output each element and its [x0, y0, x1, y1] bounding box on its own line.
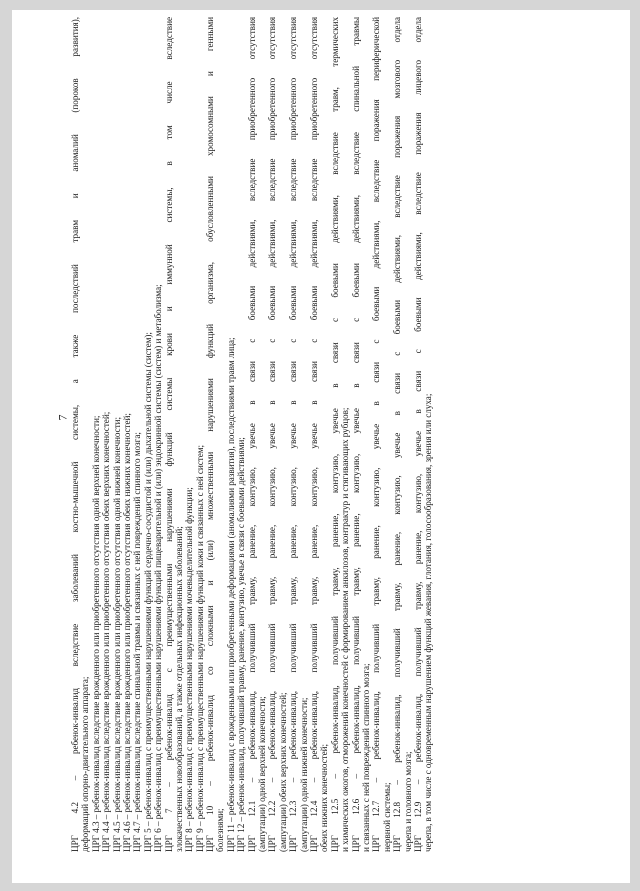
- page-number: 7: [55, 414, 70, 421]
- text-line: ЦРГ 9 – ребенок-инвалид с преимущественными нарушениями функций кожи и связанных с ней систем;: [194, 444, 205, 852]
- text-line: и связанных с ней повреждений спинного мозга;: [360, 663, 371, 852]
- document-page: [12, 10, 630, 883]
- document-body: [70, 17, 625, 852]
- text-line: ЦРГ 12.9 – ребенок-инвалид, получивший травму, ранение, контузию, увечье в связи с боевыми действиями, вследствие поражения лицевого отдела: [412, 17, 423, 852]
- text-line: деформаций опорно-двигательного аппарата;: [80, 676, 91, 852]
- text-line: ЦРГ 10 – ребенок-инвалид со сложными и (или) множественными нарушениями функций организма, обусловленными хромосомными и генными: [205, 17, 216, 852]
- text-line: ЦРГ 12 – ребенок-инвалид, получивший травму, ранение, контузию, увечье в связи с боевыми действиями;: [236, 437, 247, 852]
- text-line: ЦРГ 8 – ребенок-инвалид с преимущественными нарушениями мочевыделительной функции;: [184, 487, 195, 852]
- text-line: ЦРГ 12.2 – ребенок-инвалид, получивший травму, ранение, контузию, увечье в связи с боевыми действиями, вследствие приобретенного отсутствия: [267, 17, 278, 852]
- text-line: (ампутации) обеих верхних конечностей;: [277, 692, 288, 852]
- text-line: ЦРГ 4.2 – ребенок-инвалид вследствие заболеваний костно-мышечной системы, а также последствий травм и аномалий (пороков развития),: [70, 17, 80, 852]
- text-line: ЦРГ 11 – ребенок-инвалид с врожденными или приобретенными деформациями (аномалиями развития), последствиями травм лица;: [225, 337, 236, 852]
- text-line: ЦРГ 12.6 – ребенок-инвалид, получивший травму, ранение, контузию, увечье в связи с боевыми действиями, вследствие спинальной травмы: [350, 17, 361, 852]
- text-line: и химических ожогов, отморожений конечностей с формированием анкилозов, контрактур и стягивающих рубцов;: [340, 407, 351, 852]
- text-line: ЦРГ 4.7 – ребенок-инвалид вследствие спинальной травмы и связанных с ней повреждений спинного мозга;: [132, 432, 143, 852]
- text-line: черепа, в том числе с одновременным нарушением функций жевания, глотания, голосообразования, зрения или слуха;: [423, 393, 434, 852]
- text-line: ЦРГ 4.5 – ребенок-инвалид вследствие врожденного или приобретенного отсутствия одной нижней конечности;: [111, 416, 122, 852]
- text-line: злокачественных новообразований, а также отдельных инфекционных заболеваний;: [173, 526, 184, 852]
- text-line: ЦРГ 4.3 – ребенок-инвалид вследствие врожденного или приобретенного отсутствия одной верхней конечности;: [90, 415, 101, 852]
- text-line: ЦРГ 12.1 – ребенок-инвалид, получивший травму, ранение, контузию, увечье в связи с боевыми действиями, вследствие приобретенного отсутствия: [246, 17, 257, 852]
- text-line: ЦРГ 12.8 – ребенок-инвалид, получивший травму, ранение, контузию, увечье в связи с боевыми действиями, вследствие поражения мозгового отдела: [392, 17, 403, 852]
- text-line: болезнями;: [215, 808, 226, 852]
- text-line: (ампутации) одной верхней конечности;: [257, 696, 268, 852]
- text-line: ЦРГ 4.6 – ребенок-инвалид вследствие врожденного или приобретенного отсутствия обеих нижних конечностей;: [121, 413, 132, 852]
- text-line: ЦРГ 12.7 – ребенок-инвалид, получивший травму, ранение, контузию, увечье в связи с боевыми действиями, вследствие поражения периферической: [371, 17, 382, 852]
- text-line: нервной системы;: [381, 782, 392, 852]
- text-line: (ампутации) одной нижней конечности;: [298, 697, 309, 852]
- text-line: ЦРГ 12.5 – ребенок-инвалид, получивший травму, ранение, контузию, увечье в связи с боевыми действиями, вследствие травм, термических: [329, 17, 340, 852]
- text-line: ЦРГ 5 – ребенок-инвалид с преимущественными нарушениями функций сердечно-сосудистой и (или) дыхательной системы (систем);: [142, 332, 153, 852]
- text-line: обеих нижних конечностей;: [319, 743, 330, 852]
- text-line: ЦРГ 12.4 – ребенок-инвалид, получивший травму, ранение, контузию, увечье в связи с боевыми действиями, вследствие приобретенного отсутствия: [308, 17, 319, 852]
- text-line: черепа и головного мозга;: [402, 751, 413, 852]
- text-line: ЦРГ 6 – ребенок-инвалид с преимущественными нарушениями функций пищеварительной и (или) эндокринной системы (систем) и метаболизма;: [153, 284, 164, 852]
- text-line: ЦРГ 4.4 – ребенок-инвалид вследствие врожденного или приобретенного отсутствия обеих верхних конечностей;: [101, 411, 112, 852]
- text-line: ЦРГ 7 – ребенок-инвалид с преимущественными нарушениями функций системы крови и иммунной системы, в том числе вследствие: [163, 17, 174, 852]
- text-line: ЦРГ 12.3 – ребенок-инвалид, получивший травму, ранение, контузию, увечье в связи с боевыми действиями, вследствие приобретенного отсутствия: [288, 17, 299, 852]
